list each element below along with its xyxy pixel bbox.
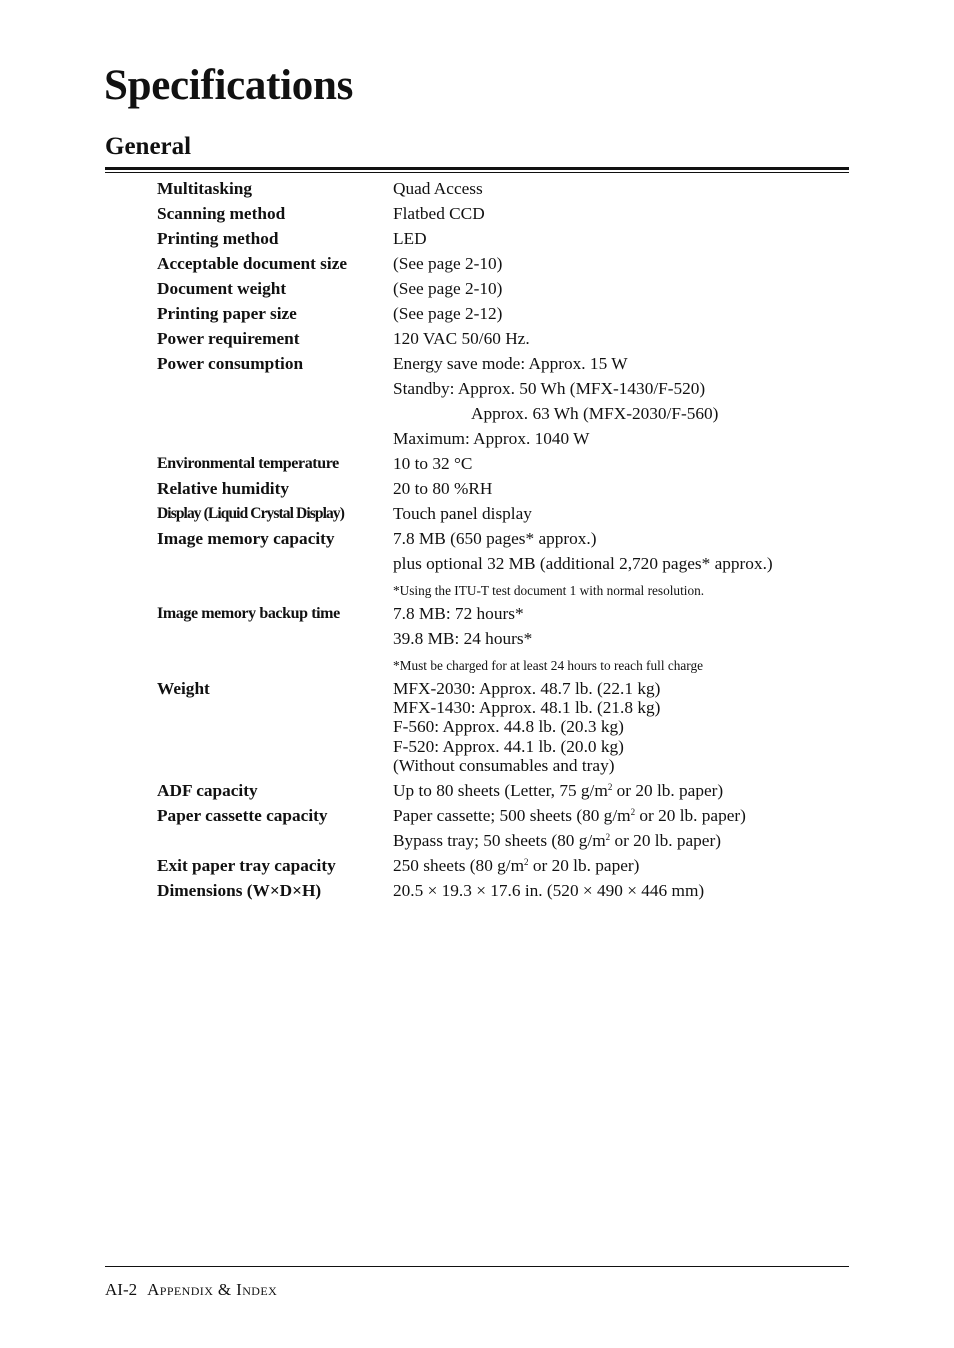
spec-value: 39.8 MB: 24 hours* <box>393 629 533 648</box>
footer-section: Appendix & Index <box>147 1280 278 1299</box>
spec-label: Scanning method <box>157 204 286 223</box>
spec-label: Power consumption <box>157 354 304 373</box>
spec-value: 7.8 MB (650 pages* approx.) <box>393 529 597 548</box>
spec-label: Image memory backup time <box>157 605 340 622</box>
page-number: AI-2 <box>105 1280 138 1299</box>
spec-value: Energy save mode: Approx. 15 W <box>393 354 628 373</box>
spec-value: Quad Access <box>393 179 483 198</box>
spec-label: Relative humidity <box>157 479 290 498</box>
spec-label: Paper cassette capacity <box>157 806 328 825</box>
spec-value: (See page 2-10) <box>393 254 503 273</box>
page-footer <box>105 1280 277 1300</box>
spec-value: Up to 80 sheets (Letter, 75 $g/m^2$ or 20 lb. paper) <box>393 781 724 800</box>
footnote: *Using the ITU-T test document 1 with normal resolution. <box>393 583 705 598</box>
spec-label: ADF capacity <box>157 781 258 800</box>
spec-value: Paper cassette; 500 sheets (80 $g/m^2$ or 20 lb. paper) <box>393 806 746 825</box>
spec-value: 20.5 × 19.3 × 17.6 in. (520 × 490 × 446 mm) <box>393 881 705 900</box>
spec-label: Exit paper tray capacity <box>157 856 336 875</box>
spec-value: 120 VAC 50/60 Hz. <box>393 329 530 348</box>
spec-value: 250 sheets (80 $g/m^2$ or 20 lb. paper) <box>393 856 640 875</box>
spec-value: Bypass tray; 50 sheets (80 $g/m^2$ or 20 lb. paper) <box>393 831 721 850</box>
spec-label: Display (Liquid Crystal Display) <box>157 505 344 522</box>
spec-value: (See page 2-12) <box>393 304 503 323</box>
spec-value: Flatbed CCD <box>393 204 485 223</box>
spec-value: F-560: Approx. 44.8 lb. (20.3 kg) <box>393 717 624 736</box>
page-title: Specifications <box>104 62 354 109</box>
spec-label: Printing paper size <box>157 304 297 323</box>
section-title: General <box>105 133 192 160</box>
section-divider-thin <box>105 172 849 173</box>
spec-label: Weight <box>157 679 210 698</box>
spec-value: 7.8 MB: 72 hours* <box>393 604 524 623</box>
spec-value: F-520: Approx. 44.1 lb. (20.0 kg) <box>393 737 624 756</box>
spec-value: 10 to 32 °C <box>393 454 473 473</box>
spec-label: Multitasking <box>157 179 253 198</box>
spec-value: plus optional 32 MB (additional 2,720 pages* approx.) <box>393 554 773 573</box>
spec-value: Standby: Approx. 50 Wh (MFX-1430/F-520) <box>393 379 706 398</box>
section-divider <box>105 167 849 170</box>
spec-value: MFX-2030: Approx. 48.7 lb. (22.1 kg) <box>393 679 661 698</box>
spec-value: (See page 2-10) <box>393 279 503 298</box>
spec-value: Approx. 63 Wh (MFX-2030/F-560) <box>471 404 719 423</box>
footer-divider <box>105 1266 849 1267</box>
spec-label: Acceptable document size <box>157 254 348 273</box>
spec-label: Printing method <box>157 229 279 248</box>
spec-value: (Without consumables and tray) <box>393 756 615 775</box>
spec-value: MFX-1430: Approx. 48.1 lb. (21.8 kg) <box>393 698 661 717</box>
spec-value: Touch panel display <box>393 504 532 523</box>
spec-label: Power requirement <box>157 329 300 348</box>
spec-value: 20 to 80 %RH <box>393 479 493 498</box>
spec-value: Maximum: Approx. 1040 W <box>393 429 590 448</box>
spec-label: Document weight <box>157 279 287 298</box>
spec-value: LED <box>393 229 427 248</box>
spec-label: Image memory capacity <box>157 529 335 548</box>
spec-label: Dimensions (W×D×H) <box>157 881 322 900</box>
spec-label: Environmental temperature <box>157 455 339 472</box>
footnote: *Must be charged for at least 24 hours to reach full charge <box>393 658 704 673</box>
